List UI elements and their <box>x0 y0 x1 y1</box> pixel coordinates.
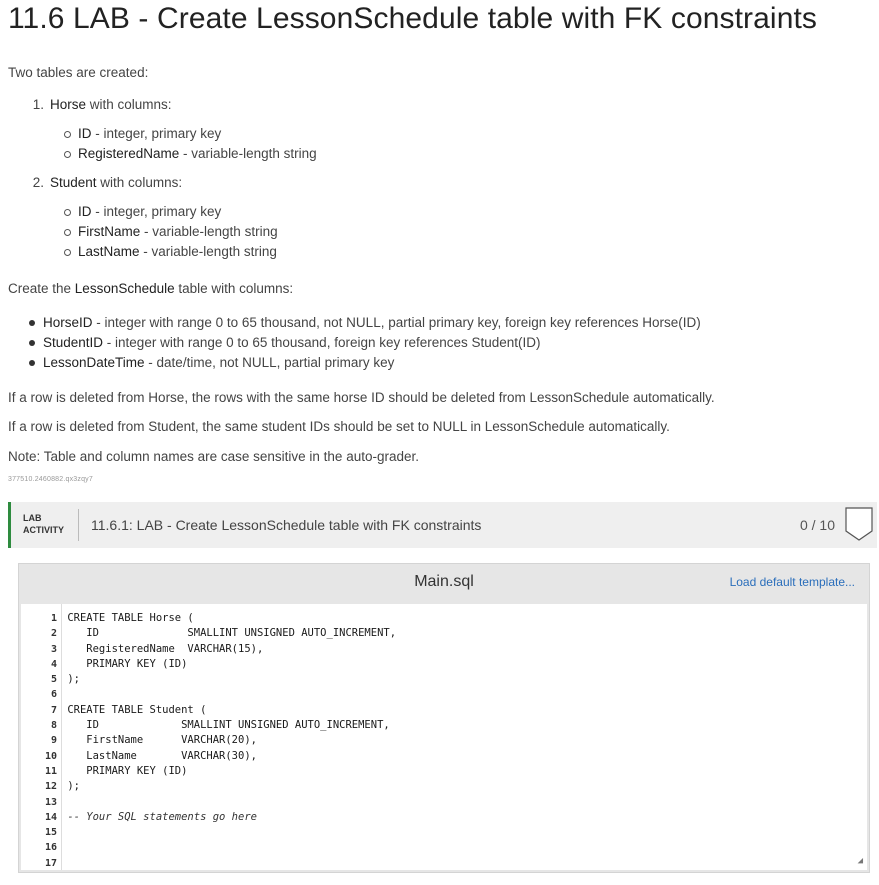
column-desc: - variable-length string <box>140 224 278 239</box>
create-instruction <box>8 281 293 296</box>
line-number: 17 <box>44 857 57 869</box>
table-name: Student <box>50 175 97 190</box>
column-name: HorseID <box>43 315 93 330</box>
code-area[interactable] <box>21 604 867 870</box>
line-number: 5 <box>50 674 57 686</box>
code-line[interactable]: CREATE TABLE Horse ( <box>61 612 194 624</box>
load-default-template-link[interactable]: Load default template... <box>729 575 855 589</box>
code-line[interactable]: PRIMARY KEY (ID) <box>61 657 188 670</box>
lab-tag-line2: ACTIVITY <box>23 525 65 535</box>
resize-handle-icon[interactable]: ◢ <box>857 856 863 866</box>
column-desc: - integer, primary key <box>91 204 222 219</box>
editor-header <box>19 564 869 602</box>
tables-list <box>22 94 317 262</box>
badge-shield-icon <box>845 507 873 546</box>
column-name: StudentID <box>43 335 104 350</box>
code-line[interactable]: ); <box>61 780 80 793</box>
column-desc: - integer, primary key <box>91 126 222 141</box>
list-item <box>8 333 701 353</box>
line-number: 12 <box>44 781 57 793</box>
code-line[interactable]: LastName VARCHAR(30), <box>61 749 257 762</box>
line-number: 9 <box>50 735 57 747</box>
list-item <box>22 202 317 222</box>
list-item <box>22 124 317 144</box>
column-desc: - integer with range 0 to 65 thousand, not NULL, partial primary key, foreign key references Horse(ID) <box>92 315 701 330</box>
code-line[interactable] <box>61 856 396 870</box>
code-line[interactable]: PRIMARY KEY (ID) <box>61 764 188 777</box>
code-line[interactable]: RegisteredName VARCHAR(15), <box>61 642 264 655</box>
table-suffix: with columns: <box>86 97 172 112</box>
code-line[interactable] <box>61 795 396 810</box>
lab-tag-line1: LAB <box>23 513 42 523</box>
column-name: FirstName <box>78 224 141 239</box>
column-name: LessonDateTime <box>43 355 145 370</box>
editor-filename: Main.sql <box>414 573 474 590</box>
line-number: 15 <box>44 827 57 839</box>
line-number: 13 <box>44 796 57 808</box>
code-line[interactable] <box>61 840 396 855</box>
code-editor <box>18 563 870 873</box>
table-name: Horse <box>50 97 87 112</box>
column-desc: - variable-length string <box>179 146 317 161</box>
list-item <box>8 353 701 373</box>
lab-activity-tag <box>23 512 64 536</box>
intro-text: Two tables are created: <box>8 65 149 80</box>
code-line[interactable] <box>61 825 396 840</box>
code-line[interactable]: ID SMALLINT UNSIGNED AUTO_INCREMENT, <box>61 627 397 640</box>
line-number: 6 <box>50 689 57 701</box>
case-note: Note: Table and column names are case sensitive in the auto-grader. <box>8 449 419 464</box>
line-number: 2 <box>50 628 57 640</box>
lab-activity-bar <box>8 502 877 548</box>
table-item-student <box>22 172 317 262</box>
column-name: RegisteredName <box>78 146 180 161</box>
code-line[interactable] <box>61 687 396 702</box>
line-number: 8 <box>50 720 57 732</box>
table-number: 1. <box>32 97 44 112</box>
list-item <box>22 144 317 164</box>
list-item <box>22 242 317 262</box>
code-line[interactable]: ); <box>61 673 80 686</box>
code-line[interactable]: FirstName VARCHAR(20), <box>61 734 257 747</box>
column-name: ID <box>78 204 92 219</box>
lab-score: 0 / 10 <box>799 517 835 533</box>
line-number: 11 <box>44 765 57 777</box>
student-columns <box>22 202 317 262</box>
create-prefix: Create the <box>8 281 75 296</box>
line-number: 14 <box>44 811 57 823</box>
line-number: 10 <box>44 750 57 762</box>
create-suffix: table with columns: <box>174 281 294 296</box>
table-suffix: with columns: <box>96 175 183 190</box>
rule-student-delete: If a row is deleted from Student, the same student IDs should be set to NULL in LessonSchedule automatically. <box>8 419 670 434</box>
page-title: 11.6 LAB - Create LessonSchedule table with FK constraints <box>8 2 818 35</box>
line-number: 7 <box>50 704 57 716</box>
line-number: 3 <box>50 643 57 655</box>
lab-divider <box>78 509 79 541</box>
line-number: 1 <box>50 613 57 624</box>
column-desc: - integer with range 0 to 65 thousand, foreign key references Student(ID) <box>103 335 541 350</box>
lesson-columns <box>8 313 701 373</box>
activity-id: 377510.2460882.qx3zqy7 <box>8 476 93 483</box>
lab-title: 11.6.1: LAB - Create LessonSchedule table with FK constraints <box>91 517 482 533</box>
column-desc: - date/time, not NULL, partial primary key <box>144 355 395 370</box>
column-name: LastName <box>78 244 140 259</box>
code-line[interactable]: -- Your SQL statements go here <box>61 810 257 823</box>
column-name: ID <box>78 126 92 141</box>
line-number: 4 <box>50 658 57 670</box>
table-item-horse <box>22 94 317 164</box>
create-table-name: LessonSchedule <box>74 281 175 296</box>
table-number: 2. <box>32 175 44 190</box>
line-number-gutter <box>21 611 57 870</box>
rule-horse-delete: If a row is deleted from Horse, the rows with the same horse ID should be deleted from LessonSchedule automatically. <box>8 390 715 405</box>
line-number: 16 <box>44 842 57 854</box>
code-lines[interactable] <box>61 611 396 870</box>
code-line[interactable]: ID SMALLINT UNSIGNED AUTO_INCREMENT, <box>61 719 390 732</box>
column-desc: - variable-length string <box>139 244 277 259</box>
horse-columns <box>22 124 317 164</box>
code-line[interactable]: CREATE TABLE Student ( <box>61 703 207 716</box>
list-item <box>22 222 317 242</box>
list-item <box>8 313 701 333</box>
